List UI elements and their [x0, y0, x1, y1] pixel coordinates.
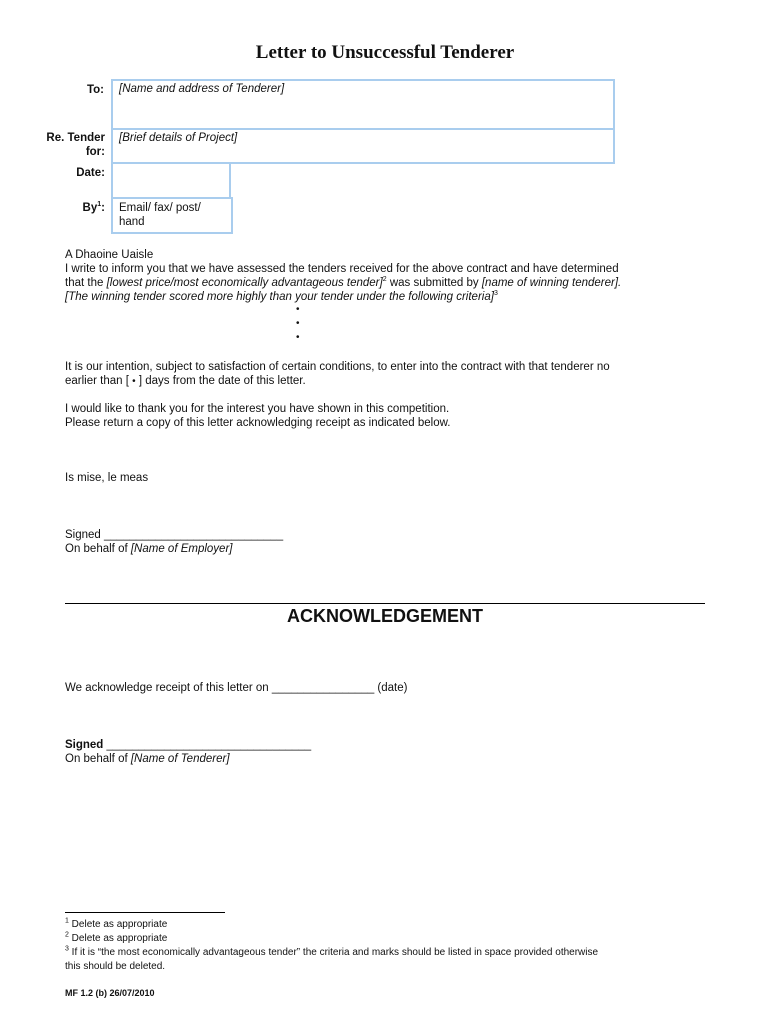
tenderer-signature-line — [65, 738, 311, 752]
tenderer-behalf — [65, 752, 230, 766]
date-field[interactable] — [111, 162, 231, 199]
employer-behalf-text: On behalf of — [65, 543, 131, 555]
paragraph1-line1: I write to inform you that we have assessed the tenders received for the above contract and have determined — [65, 263, 619, 275]
tenderer-behalf-text: On behalf of — [65, 753, 131, 765]
footnote-text: Delete as appropriate — [68, 919, 168, 930]
signed-label: Signed — [65, 739, 104, 751]
criteria-placeholder: [The winning tender scored more highly than your tender under the following criteria] — [65, 291, 494, 303]
date-field-value — [113, 164, 229, 166]
p2-text-b: ] days from the date of this letter. — [135, 375, 306, 387]
by-field[interactable] — [111, 197, 233, 234]
footnote-separator — [65, 912, 225, 913]
paragraph1-line3 — [65, 290, 498, 304]
by-label-colon: : — [101, 202, 105, 214]
re-tender-field[interactable] — [111, 128, 615, 164]
footnote-3 — [65, 946, 598, 959]
employer-name-placeholder: [Name of Employer] — [130, 543, 233, 555]
paragraph2-line1: It is our intention, subject to satisfaction of certain conditions, to enter into the contract with that tenderer no — [65, 361, 610, 373]
to-field-value: [Name and address of Tenderer] — [119, 83, 285, 95]
to-label: To: — [86, 84, 104, 96]
paragraph1-line2 — [65, 276, 621, 290]
p2-text-a: earlier than [ — [65, 375, 133, 387]
criteria-bullet: • — [296, 304, 300, 315]
tenderer-name-placeholder: [Name of Tenderer] — [130, 753, 230, 765]
tender-type-placeholder: [lowest price/most economically advantageous tender] — [106, 277, 383, 289]
re-tender-label — [20, 131, 105, 159]
paragraph2-line2 — [65, 374, 306, 389]
footnote-number: 1 — [65, 917, 69, 925]
days-placeholder: • — [132, 376, 136, 387]
footnote-ref-3: 3 — [493, 290, 498, 298]
date-label: Date: — [76, 167, 105, 179]
footnote-2 — [65, 932, 167, 945]
employer-behalf — [65, 542, 232, 556]
employer-signature-line: Signed ____________________________ — [65, 529, 284, 541]
footnote-3-continued: this should be deleted. — [65, 961, 166, 972]
by-label-text: By — [82, 202, 98, 214]
document-title: Letter to Unsuccessful Tenderer — [255, 42, 515, 63]
p1-text-c: was submitted by — [386, 277, 482, 289]
to-field[interactable] — [111, 79, 615, 130]
signature-blank: ________________________________ — [103, 739, 312, 751]
winning-tenderer-placeholder: [name of winning tenderer]. — [481, 277, 622, 289]
by-label — [20, 201, 105, 215]
footnote-number: 3 — [65, 945, 69, 953]
footnote-ref-2: 2 — [382, 276, 387, 284]
footnote-text: If it is “the most economically advantageous tender” the criteria and marks should be listed in space provided otherwise — [68, 947, 599, 958]
by-field-value-line2: hand — [119, 216, 145, 228]
acknowledgement-receipt: We acknowledge receipt of this letter on ________________ (date) — [65, 682, 408, 694]
closing: Is mise, le meas — [65, 472, 149, 484]
footnote-1 — [65, 918, 167, 931]
re-tender-label-line1: Re. Tender — [46, 132, 105, 144]
salutation: A Dhaoine Uaisle — [65, 249, 154, 261]
acknowledgement-heading: ACKNOWLEDGEMENT — [287, 606, 483, 626]
by-field-value — [113, 199, 231, 229]
paragraph3-line1: I would like to thank you for the interest you have shown in this competition. — [65, 403, 450, 415]
criteria-bullet: • — [296, 318, 300, 329]
by-field-value-line1: Email/ fax/ post/ — [119, 202, 201, 214]
document-code: MF 1.2 (b) 26/07/2010 — [65, 988, 155, 998]
by-footnote-ref: 1 — [97, 201, 102, 209]
footnote-number: 2 — [65, 931, 69, 939]
p1-text-a: that the — [65, 277, 107, 289]
criteria-bullet: • — [296, 332, 300, 343]
section-divider — [65, 603, 705, 604]
re-tender-label-line2: for: — [85, 146, 105, 158]
paragraph3-line2: Please return a copy of this letter acknowledging receipt as indicated below. — [65, 417, 451, 429]
re-tender-field-value: [Brief details of Project] — [119, 132, 238, 144]
footnote-text: Delete as appropriate — [68, 933, 168, 944]
